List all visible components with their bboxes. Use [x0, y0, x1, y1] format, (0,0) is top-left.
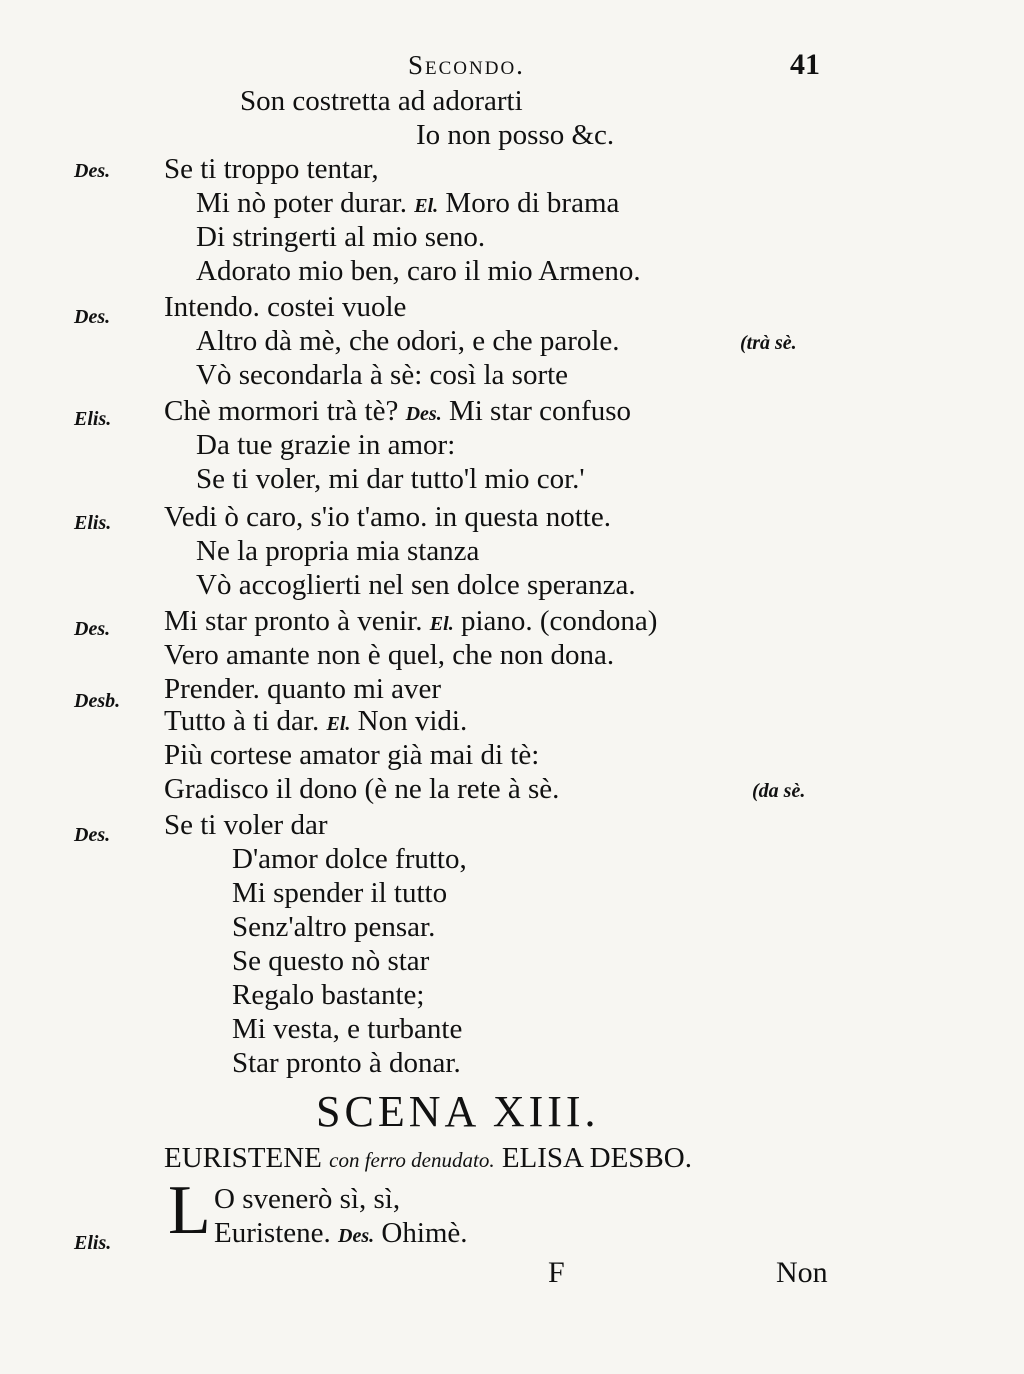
- verse-line: Ne la propria mia stanza: [196, 535, 480, 567]
- character-direction: con ferro denudato.: [329, 1148, 495, 1172]
- inline-speaker: El.: [414, 195, 439, 217]
- inline-speaker: El.: [429, 613, 454, 635]
- verse-line: Tutto à ti dar. El. Non vidi.: [164, 705, 468, 737]
- verse-line: Mi nò poter durar. El. Moro di brama: [196, 187, 620, 219]
- speaker-label: Des.: [74, 306, 111, 328]
- verse-line: Gradisco il dono (è ne la rete à sè.: [164, 773, 560, 805]
- inline-speaker: Des.: [338, 1225, 375, 1247]
- verse-line: Euristene. Des. Ohimè.: [214, 1217, 468, 1249]
- drop-cap: L: [168, 1172, 211, 1249]
- inline-speaker: El.: [326, 713, 351, 735]
- scene-title: SCENA XIII.: [316, 1087, 600, 1136]
- verse-line: Vero amante non è quel, che non dona.: [164, 639, 615, 671]
- verse-line: Adorato mio ben, caro il mio Armeno.: [196, 255, 641, 287]
- verse-line: Se ti voler dar: [164, 809, 328, 841]
- scene-characters: EURISTENE con ferro denudato. ELISA DESBO.: [164, 1142, 692, 1174]
- verse-line: Son costretta ad adorarti: [240, 85, 523, 117]
- verse-line: Intendo. costei vuole: [164, 291, 407, 323]
- speaker-label: Des.: [74, 618, 111, 640]
- verse-line: Mi star pronto à venir. El. piano. (condona): [164, 605, 658, 637]
- speaker-label: Elis.: [74, 1232, 112, 1254]
- verse-line: Senz'altro pensar.: [232, 911, 436, 943]
- verse-line: Vò accoglierti nel sen dolce speranza.: [196, 569, 636, 601]
- speaker-label: Des.: [74, 160, 111, 182]
- inline-speaker: Des.: [405, 403, 442, 425]
- verse-line: Regalo bastante;: [232, 979, 425, 1011]
- stage-direction: (da sè.: [752, 780, 806, 802]
- verse-line: Chè mormori trà tè? Des. Mi star confuso: [164, 395, 631, 427]
- verse-line: Io non posso &c.: [416, 119, 615, 151]
- verse-line: Se ti voler, mi dar tutto'l mio cor.': [196, 463, 585, 495]
- verse-line: Mi spender il tutto: [232, 877, 448, 909]
- speaker-label: Elis.: [74, 512, 112, 534]
- verse-line: O svenerò sì, sì,: [214, 1183, 401, 1215]
- verse-line: D'amor dolce frutto,: [232, 843, 467, 875]
- catchword: Non: [776, 1256, 828, 1289]
- speaker-label: Elis.: [74, 408, 112, 430]
- signature-mark: F: [548, 1256, 565, 1289]
- verse-line: Di stringerti al mio seno.: [196, 221, 486, 253]
- page-number: 41: [790, 48, 820, 81]
- speaker-label: Des.: [74, 824, 111, 846]
- verse-line: Da tue grazie in amor:: [196, 429, 456, 461]
- verse-line: Prender. quanto mi aver: [164, 673, 442, 705]
- verse-line: Vò secondarla à sè: così la sorte: [196, 359, 569, 391]
- verse-line: Mi vesta, e turbante: [232, 1013, 463, 1045]
- running-title: Secondo.: [408, 50, 525, 80]
- verse-line: Se ti troppo tentar,: [164, 153, 379, 185]
- stage-direction: (trà sè.: [740, 332, 797, 354]
- speaker-label: Desb.: [74, 690, 121, 712]
- verse-line: Star pronto à donar.: [232, 1047, 461, 1079]
- verse-line: Vedi ò caro, s'io t'amo. in questa notte.: [164, 501, 611, 533]
- verse-line: Altro dà mè, che odori, e che parole.: [196, 325, 620, 357]
- verse-line: Se questo nò star: [232, 945, 430, 977]
- verse-line: Più cortese amator già mai di tè:: [164, 739, 540, 771]
